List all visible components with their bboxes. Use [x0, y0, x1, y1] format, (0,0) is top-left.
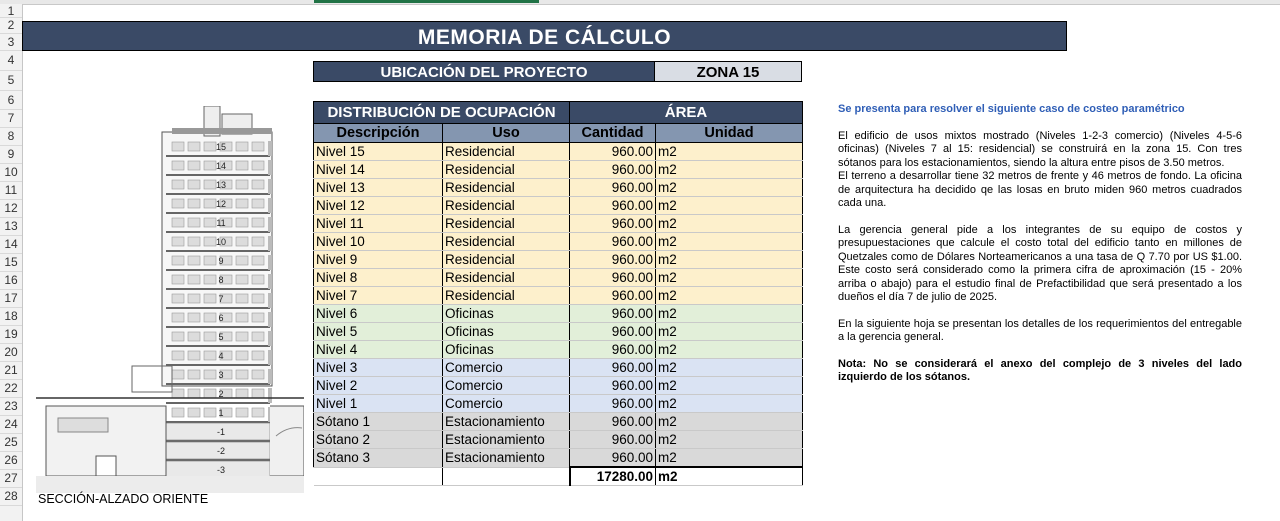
cell-uso[interactable]: Residencial — [443, 215, 570, 233]
cell-desc[interactable]: Nivel 1 — [314, 395, 443, 413]
table-row — [314, 431, 803, 449]
cell-unidad[interactable]: m2 — [656, 413, 803, 431]
column-header-unidad: Unidad — [656, 124, 803, 143]
cell-uso[interactable]: Estacionamiento — [443, 449, 570, 468]
cell-unidad[interactable]: m2 — [656, 305, 803, 323]
instructions-paragraph: El edificio de usos mixtos mostrado (Niveles 1-2-3 comercio) (Niveles 4-5-6 oficinas) (Niveles 7 al 15: residencial) se construirá en la zona 15. Con tres sótanos para los estacionamientos, siendo la altura entre pisos de 3.50 metros. — [838, 129, 1242, 169]
cell-unidad[interactable]: m2 — [656, 449, 803, 468]
cell-unidad[interactable]: m2 — [656, 197, 803, 215]
window — [252, 294, 264, 303]
table-row — [314, 341, 803, 359]
table-row — [314, 161, 803, 179]
location-value[interactable]: ZONA 15 — [655, 61, 802, 82]
location-label: UBICACIÓN DEL PROYECTO — [313, 61, 655, 82]
row-divider — [0, 109, 22, 110]
cell-cantidad[interactable]: 960.00 — [570, 287, 656, 305]
cell-desc[interactable]: Nivel 14 — [314, 161, 443, 179]
window — [172, 370, 184, 379]
table-row — [314, 197, 803, 215]
floor-label: -3 — [216, 465, 226, 475]
floor-slab — [166, 193, 270, 195]
cell-cantidad[interactable]: 960.00 — [570, 197, 656, 215]
balcony — [268, 198, 272, 213]
cell-desc[interactable]: Nivel 15 — [314, 143, 443, 161]
selected-column-indicator — [314, 0, 539, 3]
window — [236, 275, 248, 284]
cell-uso[interactable]: Comercio — [443, 395, 570, 413]
floor-slab — [166, 288, 270, 290]
cell-uso[interactable]: Oficinas — [443, 305, 570, 323]
balcony — [268, 141, 272, 156]
table-row — [314, 233, 803, 251]
cell-cantidad[interactable]: 960.00 — [570, 377, 656, 395]
cell-cantidad[interactable]: 960.00 — [570, 269, 656, 287]
window — [188, 389, 200, 398]
floor-label: 11 — [216, 218, 226, 228]
cell-uso[interactable]: Comercio — [443, 377, 570, 395]
balcony — [268, 179, 272, 194]
cell-cantidad[interactable]: 960.00 — [570, 233, 656, 251]
window — [172, 142, 184, 151]
table-row — [314, 395, 803, 413]
row-number[interactable]: 13 — [4, 219, 18, 233]
table-row — [314, 143, 803, 161]
cell-uso[interactable]: Residencial — [443, 197, 570, 215]
row-divider — [0, 487, 22, 488]
row-divider — [0, 217, 22, 218]
row-divider — [0, 163, 22, 164]
window — [252, 199, 264, 208]
column-header-cantidad: Cantidad — [570, 124, 656, 143]
window — [236, 256, 248, 265]
row-divider — [0, 433, 22, 434]
cell-desc[interactable]: Nivel 6 — [314, 305, 443, 323]
cell-uso[interactable]: Oficinas — [443, 323, 570, 341]
row-header-column — [0, 4, 23, 521]
window — [188, 180, 200, 189]
window — [172, 408, 184, 417]
cell-uso[interactable]: Comercio — [443, 359, 570, 377]
cell-uso[interactable]: Estacionamiento — [443, 413, 570, 431]
window — [236, 199, 248, 208]
window — [172, 313, 184, 322]
row-divider — [0, 307, 22, 308]
row-number[interactable]: 19 — [4, 327, 18, 341]
window — [204, 370, 216, 379]
cell-uso[interactable]: Residencial — [443, 143, 570, 161]
floor-slab — [166, 250, 270, 252]
window — [236, 180, 248, 189]
cell-cantidad[interactable]: 960.00 — [570, 215, 656, 233]
cell-desc[interactable]: Nivel 10 — [314, 233, 443, 251]
floor-label: 7 — [218, 294, 224, 304]
cell-desc[interactable]: Nivel 13 — [314, 179, 443, 197]
row-divider — [0, 33, 22, 34]
row-divider — [0, 397, 22, 398]
balcony — [268, 255, 272, 270]
cell-unidad[interactable]: m2 — [656, 323, 803, 341]
window — [172, 199, 184, 208]
cell-uso[interactable]: Residencial — [443, 269, 570, 287]
table-row — [314, 449, 803, 468]
cell-cantidad[interactable]: 960.00 — [570, 395, 656, 413]
window — [188, 218, 200, 227]
group-header-area: ÁREA — [570, 102, 803, 124]
floor-slab — [166, 231, 270, 233]
ground-hatch — [36, 476, 304, 493]
balcony — [268, 369, 272, 384]
balcony — [268, 274, 272, 289]
floor-label: 1 — [218, 408, 224, 418]
cell-cantidad[interactable]: 960.00 — [570, 341, 656, 359]
column-header-descripcion: Descripción — [314, 124, 443, 143]
window — [236, 408, 248, 417]
cell-unidad[interactable]: m2 — [656, 377, 803, 395]
empty-cell — [314, 467, 443, 486]
window — [252, 351, 264, 360]
row-number[interactable]: 16 — [4, 273, 18, 287]
window — [204, 332, 216, 341]
balcony — [268, 160, 272, 175]
cell-uso[interactable]: Residencial — [443, 251, 570, 269]
row-number[interactable]: 22 — [4, 381, 18, 395]
window — [204, 218, 216, 227]
floor-slab — [166, 212, 270, 214]
window — [204, 256, 216, 265]
cell-cantidad[interactable]: 960.00 — [570, 449, 656, 468]
floor-label: 3 — [218, 370, 224, 380]
window — [204, 199, 216, 208]
window — [188, 161, 200, 170]
empty-cell — [443, 467, 570, 486]
floor-slab — [166, 364, 270, 366]
group-header-distribution: DISTRIBUCIÓN DE OCUPACIÓN — [314, 102, 570, 124]
row-number[interactable]: 14 — [4, 237, 18, 251]
window — [172, 351, 184, 360]
cell-desc[interactable]: Nivel 7 — [314, 287, 443, 305]
row-divider — [0, 50, 22, 51]
floor-label: 14 — [215, 161, 227, 171]
balcony — [268, 312, 272, 327]
table-row — [314, 359, 803, 377]
floor-slab — [166, 174, 270, 176]
cell-unidad[interactable]: m2 — [656, 215, 803, 233]
cell-unidad[interactable]: m2 — [656, 251, 803, 269]
window — [252, 218, 264, 227]
row-divider — [0, 289, 22, 290]
window — [236, 389, 248, 398]
table-row — [314, 251, 803, 269]
row-divider — [0, 145, 22, 146]
window — [204, 180, 216, 189]
column-header-strip — [0, 0, 1280, 5]
window — [252, 180, 264, 189]
row-divider — [0, 361, 22, 362]
window — [188, 351, 200, 360]
balcony — [268, 388, 272, 403]
instructions-paragraph: En la siguiente hoja se presentan los detalles de los requerimientos del entregable a la gerencia general. — [838, 317, 1242, 343]
window — [236, 161, 248, 170]
floor-label: 15 — [215, 142, 227, 152]
window — [252, 142, 264, 151]
row-number[interactable]: 21 — [4, 363, 18, 377]
balcony — [268, 293, 272, 308]
cell-cantidad[interactable]: 960.00 — [570, 413, 656, 431]
cell-unidad[interactable]: m2 — [656, 431, 803, 449]
total-unidad[interactable]: m2 — [656, 467, 803, 486]
row-number[interactable]: 9 — [7, 147, 15, 161]
window — [204, 408, 216, 417]
column-header-uso: Uso — [443, 124, 570, 143]
cell-cantidad[interactable]: 960.00 — [570, 323, 656, 341]
cell-uso[interactable]: Residencial — [443, 233, 570, 251]
cell-unidad[interactable]: m2 — [656, 341, 803, 359]
annex-ramp — [58, 418, 108, 432]
window — [236, 351, 248, 360]
page-title: MEMORIA DE CÁLCULO — [22, 21, 1067, 51]
cell-desc[interactable]: Nivel 9 — [314, 251, 443, 269]
cell-desc[interactable]: Nivel 3 — [314, 359, 443, 377]
window — [188, 256, 200, 265]
cell-cantidad[interactable]: 960.00 — [570, 143, 656, 161]
cell-uso[interactable]: Residencial — [443, 161, 570, 179]
cell-desc[interactable]: Nivel 8 — [314, 269, 443, 287]
cell-uso[interactable]: Estacionamiento — [443, 431, 570, 449]
cell-unidad[interactable]: m2 — [656, 359, 803, 377]
cell-desc[interactable]: Sótano 1 — [314, 413, 443, 431]
window — [252, 256, 264, 265]
cell-uso[interactable]: Residencial — [443, 287, 570, 305]
total-row — [314, 467, 803, 486]
cell-cantidad[interactable]: 960.00 — [570, 431, 656, 449]
window — [188, 142, 200, 151]
drawing-caption: SECCIÓN-ALZADO ORIENTE — [38, 492, 209, 506]
balcony — [268, 236, 272, 251]
row-divider — [0, 451, 22, 452]
row-divider — [0, 271, 22, 272]
window — [188, 294, 200, 303]
window — [252, 370, 264, 379]
row-divider — [0, 505, 22, 506]
floor-slab — [166, 402, 270, 404]
window — [172, 389, 184, 398]
window — [204, 237, 216, 246]
floor-slab — [166, 269, 270, 271]
window — [236, 237, 248, 246]
window — [172, 256, 184, 265]
row-number[interactable]: 11 — [4, 183, 18, 197]
window — [188, 275, 200, 284]
row-number[interactable]: 7 — [7, 111, 15, 125]
balcony — [268, 331, 272, 346]
window — [188, 237, 200, 246]
roof-slab — [172, 128, 272, 134]
cell-desc[interactable]: Nivel 2 — [314, 377, 443, 395]
table-row — [314, 305, 803, 323]
cell-unidad[interactable]: m2 — [656, 161, 803, 179]
window — [204, 161, 216, 170]
window — [204, 313, 216, 322]
row-number[interactable]: 3 — [7, 34, 15, 49]
row-divider — [0, 253, 22, 254]
cell-cantidad[interactable]: 960.00 — [570, 179, 656, 197]
window — [204, 389, 216, 398]
table-row — [314, 323, 803, 341]
row-number[interactable]: 2 — [7, 18, 15, 32]
cell-cantidad[interactable]: 960.00 — [570, 359, 656, 377]
window — [172, 161, 184, 170]
row-divider — [0, 379, 22, 380]
row-number[interactable]: 12 — [4, 201, 18, 215]
cell-unidad[interactable]: m2 — [656, 269, 803, 287]
row-number[interactable]: 10 — [4, 165, 18, 179]
window — [204, 351, 216, 360]
cell-desc[interactable]: Nivel 12 — [314, 197, 443, 215]
table-row — [314, 269, 803, 287]
row-divider — [0, 70, 22, 71]
floor-label: 4 — [218, 351, 224, 361]
row-number[interactable]: 27 — [4, 471, 18, 485]
row-number[interactable]: 20 — [4, 345, 18, 359]
floor-label: 2 — [218, 389, 224, 399]
total-cantidad[interactable]: 17280.00 — [570, 467, 656, 486]
window — [252, 275, 264, 284]
floor-label: 10 — [215, 237, 227, 247]
floor-label: 12 — [215, 199, 227, 209]
table-row — [314, 413, 803, 431]
row-number[interactable]: 24 — [4, 417, 18, 431]
table-row — [314, 215, 803, 233]
instructions-panel — [838, 103, 1242, 398]
floor-slab — [166, 155, 270, 157]
table-row — [314, 377, 803, 395]
window — [252, 389, 264, 398]
balcony — [268, 217, 272, 232]
cell-desc[interactable]: Sótano 2 — [314, 431, 443, 449]
window — [188, 408, 200, 417]
row-number[interactable]: 18 — [4, 309, 18, 323]
floor-label: 6 — [218, 313, 224, 323]
row-divider — [0, 90, 22, 91]
instructions-paragraph: El terreno a desarrollar tiene 32 metros de frente y 46 metros de fondo. La oficina de arquitectura ha decidido qe las losas en bruto miden 960 metros cuadrados cada una. — [838, 170, 1242, 209]
cell-cantidad[interactable]: 960.00 — [570, 305, 656, 323]
row-number[interactable]: 17 — [4, 291, 18, 305]
instructions-paragraph: La gerencia general pide a los integrantes de su equipo de costos y presupuestaciones que calcule el costo total del edificio tanto en millones de Quetzales como de Dólares Norteamericanos a una tasa de Q 7.70 por US $1.00. Este costo será considerado como la primera cifra de aproximación (15 - 20% arriba o abajo) para el estudio final de Prefactibilidad que será presentado a los dueños el día 7 de julio de 2025. — [838, 223, 1242, 303]
cell-uso[interactable]: Residencial — [443, 179, 570, 197]
window — [252, 237, 264, 246]
cell-uso[interactable]: Oficinas — [443, 341, 570, 359]
window — [204, 142, 216, 151]
table-row — [314, 179, 803, 197]
window — [252, 161, 264, 170]
row-divider — [0, 343, 22, 344]
row-number[interactable]: 1 — [7, 3, 15, 18]
row-number[interactable]: 6 — [7, 92, 15, 107]
row-divider — [0, 127, 22, 128]
row-number[interactable]: 26 — [4, 453, 18, 467]
cell-unidad[interactable]: m2 — [656, 233, 803, 251]
cell-unidad[interactable]: m2 — [656, 179, 803, 197]
row-number[interactable]: 15 — [4, 255, 18, 269]
window — [172, 218, 184, 227]
annex-foundation — [96, 456, 116, 476]
window — [172, 332, 184, 341]
cell-desc[interactable]: Nivel 5 — [314, 323, 443, 341]
window — [252, 408, 264, 417]
floor-label: 5 — [218, 332, 224, 342]
instructions-heading: Se presenta para resolver el siguiente caso de costeo paramétrico — [838, 103, 1185, 115]
window — [172, 237, 184, 246]
balcony — [268, 350, 272, 365]
floor-slab — [166, 345, 270, 347]
row-divider — [0, 469, 22, 470]
window — [252, 313, 264, 322]
window — [236, 294, 248, 303]
row-number[interactable]: 25 — [4, 435, 18, 449]
cell-cantidad[interactable]: 960.00 — [570, 161, 656, 179]
row-divider — [0, 415, 22, 416]
floor-label: -1 — [216, 427, 226, 437]
row-divider — [0, 181, 22, 182]
window — [172, 294, 184, 303]
window — [236, 370, 248, 379]
right-excavation — [270, 406, 304, 476]
floor-label: -2 — [216, 446, 226, 456]
floor-slab — [166, 326, 270, 328]
window — [236, 142, 248, 151]
window — [188, 313, 200, 322]
window — [236, 332, 248, 341]
row-number[interactable]: 28 — [4, 489, 18, 503]
row-number[interactable]: 4 — [7, 53, 15, 67]
window — [188, 199, 200, 208]
window — [204, 294, 216, 303]
window — [188, 332, 200, 341]
window — [204, 275, 216, 284]
floor-slab — [166, 383, 270, 385]
row-divider — [0, 325, 22, 326]
occupancy-table — [313, 101, 803, 486]
floor-slab — [166, 307, 270, 309]
window — [236, 313, 248, 322]
cell-desc[interactable]: Nivel 11 — [314, 215, 443, 233]
window — [188, 370, 200, 379]
row-number[interactable]: 5 — [7, 73, 15, 87]
window — [172, 275, 184, 284]
building-section-drawing — [36, 106, 304, 493]
floor-label: 8 — [218, 275, 224, 285]
instructions-note: Nota: No se considerará el anexo del complejo de 3 niveles del lado izquierdo de los sótanos. — [838, 357, 1242, 383]
floor-label: 9 — [218, 256, 224, 266]
row-number[interactable]: 8 — [7, 129, 15, 143]
row-divider — [0, 235, 22, 236]
window — [236, 218, 248, 227]
floor-label: 13 — [215, 180, 227, 190]
window — [172, 180, 184, 189]
table-row — [314, 287, 803, 305]
cell-desc[interactable]: Sótano 3 — [314, 449, 443, 468]
row-divider — [0, 199, 22, 200]
cell-unidad[interactable]: m2 — [656, 287, 803, 305]
cell-desc[interactable]: Nivel 4 — [314, 341, 443, 359]
window — [252, 332, 264, 341]
cell-unidad[interactable]: m2 — [656, 143, 803, 161]
cell-unidad[interactable]: m2 — [656, 395, 803, 413]
cell-cantidad[interactable]: 960.00 — [570, 251, 656, 269]
row-number[interactable]: 23 — [4, 399, 18, 413]
